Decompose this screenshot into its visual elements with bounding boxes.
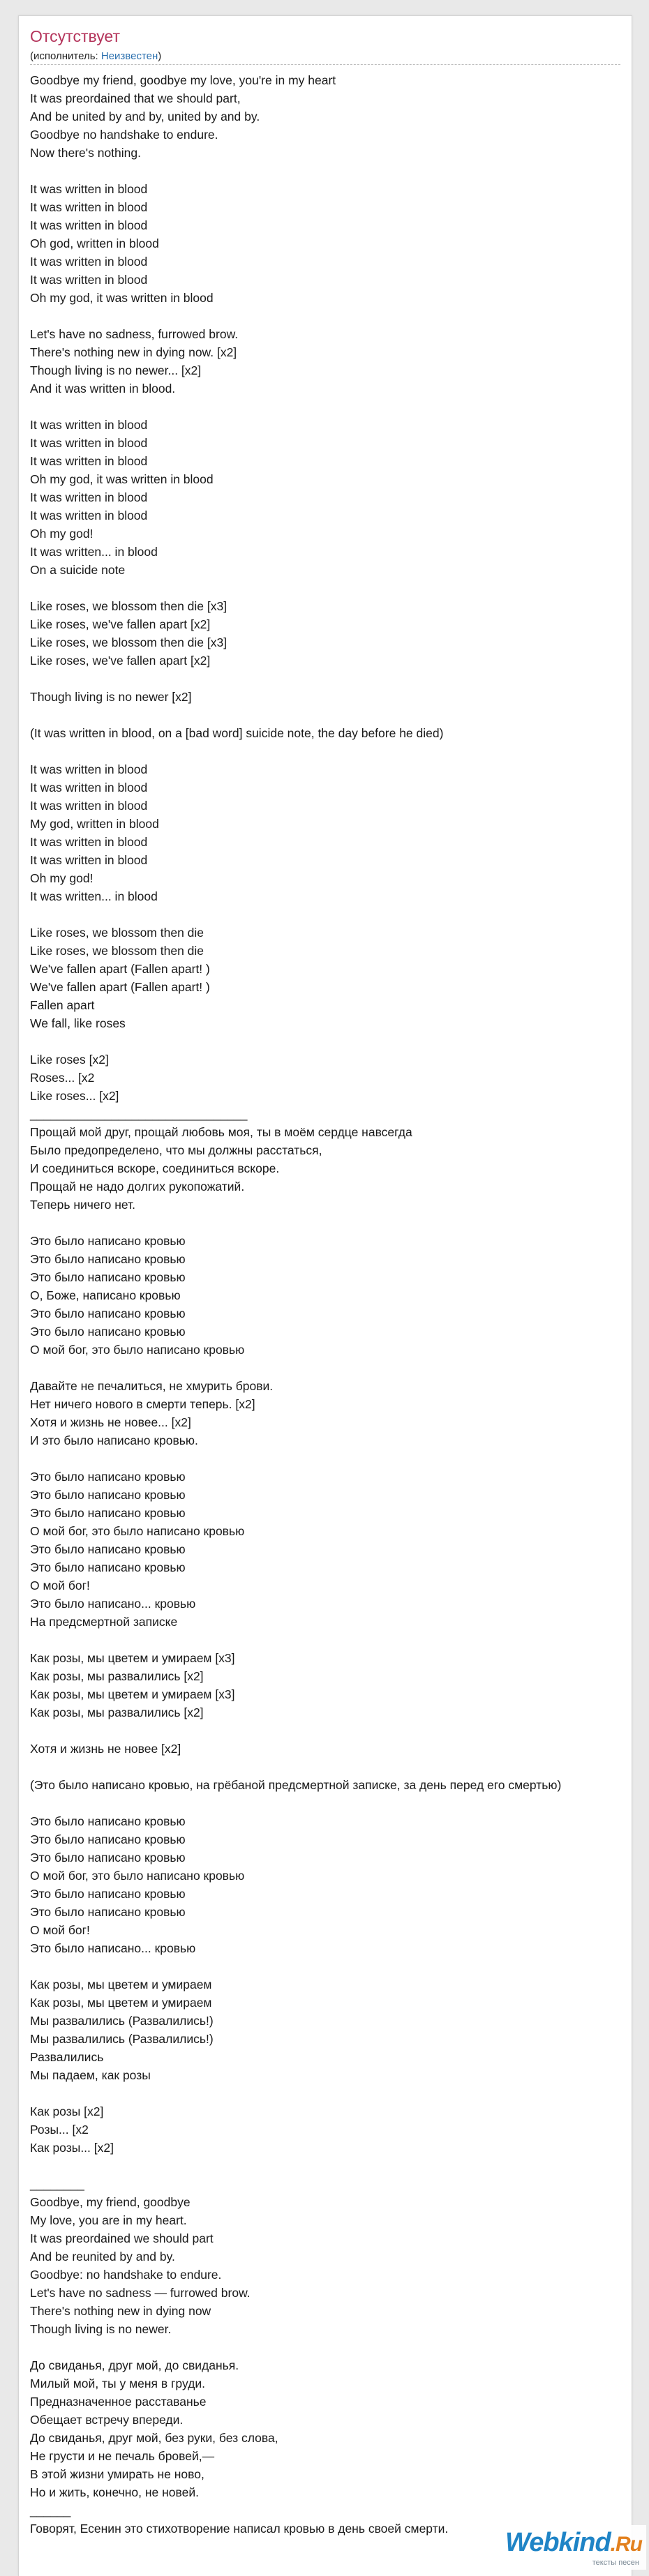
song-title: Отсутствует <box>30 27 120 45</box>
lyrics-text: Goodbye my friend, goodbye my love, you're in my heart It was preordained that we should part, And be united by and by, united by and by. Goodbye no handshake to endure. Now there's nothing. It was written in blood It was written in blood It was written in blood Oh god, written in blood It was written in blood It was written in blood Oh my god, it was written in blood Let's have no sadness, furrowed brow. There's nothing new in dying now. [x2] Though living is no newer... [x2] And it was written in blood. It was written in blood It was written in blood It was written in blood Oh my god, it was written in blood It was written in blood It was written in blood Oh my god! It was written... in blood On a suicide note Like roses, we blossom then die [x3] Like roses, we've fallen apart [x2] Like roses, we blossom then die [x3] Like roses, we've fallen apart [x2] Though living is no newer [x2] (It was written in blood, on a [bad word] suicide note, the day before he died) It was written in blood It was written in blood It was written in blood My god, written in blood It was written in blood It was written in blood Oh my god! It was written... in blood Like roses, we blossom then die Like roses, we blossom then die We've fallen apart (Fallen apart! ) We've fallen apart (Fallen apart! ) Fallen apart We fall, like roses Like roses [x2] Roses... [x2 Like roses... [x2] ________________________________ Прощай мой друг, прощай любовь моя, ты в моём сердце навсегда Было предопределено, что мы должны расстаться, И соединиться вскоре, соединиться вскоре. Прощай не надо долгих рукопожатий. Теперь ничего нет. Это было написано кровью Это было написано кровью Это было написано кровью О, Боже, написано кровью Это было написано кровью Это было написано кровью О мой бог, это было написано кровью Давайте не печалиться, не хмурить брови. Нет ничего нового в смерти теперь. [x2] Хотя и жизнь не новее... [x2] И это было написано кровью. Это было написано кровью Это было написано кровью Это было написано кровью О мой бог, это было написано кровью Это было написано кровью Это было написано кровью О мой бог! Это было написано... кровью На предсмертной записке Как розы, мы цветем и умираем [x3] Как розы, мы развалились [x2] Как розы, мы цветем и умираем [x3] Как розы, мы развалились [x2] Хотя и жизнь не новее [x2] (Это было написано кровью, на грёбаной предсмертной записке, за день перед его смертью) Это было написано кровью Это было написано кровью Это было написано кровью О мой бог, это было написано кровью Это было написано кровью Это было написано кровью О мой бог! Это было написано... кровью Как розы, мы цветем и умираем Как розы, мы цветем и умираем Мы развалились (Развалились!) Мы развалились (Развалились!) Развалились Мы падаем, как розы Как розы [x2] Розы... [x2 Как розы... [x2] ________ Goodbye, my friend, goodbye My love, you are in my heart. It was preordained we should part And be reunited by and by. Goodbye: no handshake to endure. Let's have no sadness — furrowed brow. There's nothing new in dying now Though living is no newer. До свиданья, друг мой, до свиданья. Милый мой, ты у меня в груди. Предназначенное расставанье Обещает встречу впереди. До свиданья, друг мой, без руки, без слова, Не грусти и не печаль бровей,— В этой жизни умирать не ново, Но и жить, конечно, не новей. ______ Говорят, Есенин это стихотворение написал кровью в день своей смерти. <box>30 73 562 2536</box>
artist-prefix: (исполнитель: <box>30 50 101 62</box>
logo-wordmark <box>505 2528 642 2558</box>
logo-main-text: Webkind <box>505 2528 611 2557</box>
artist-link[interactable]: Неизвестен <box>100 50 158 62</box>
logo-tagline: тексты песен <box>592 2559 639 2567</box>
artist-line <box>30 50 161 62</box>
artist-suffix: ) <box>158 50 162 62</box>
lyrics-card <box>18 15 632 2576</box>
webkind-logo[interactable] <box>507 2525 646 2570</box>
logo-tld: .Ru <box>610 2533 642 2556</box>
dashed-divider <box>30 64 620 65</box>
